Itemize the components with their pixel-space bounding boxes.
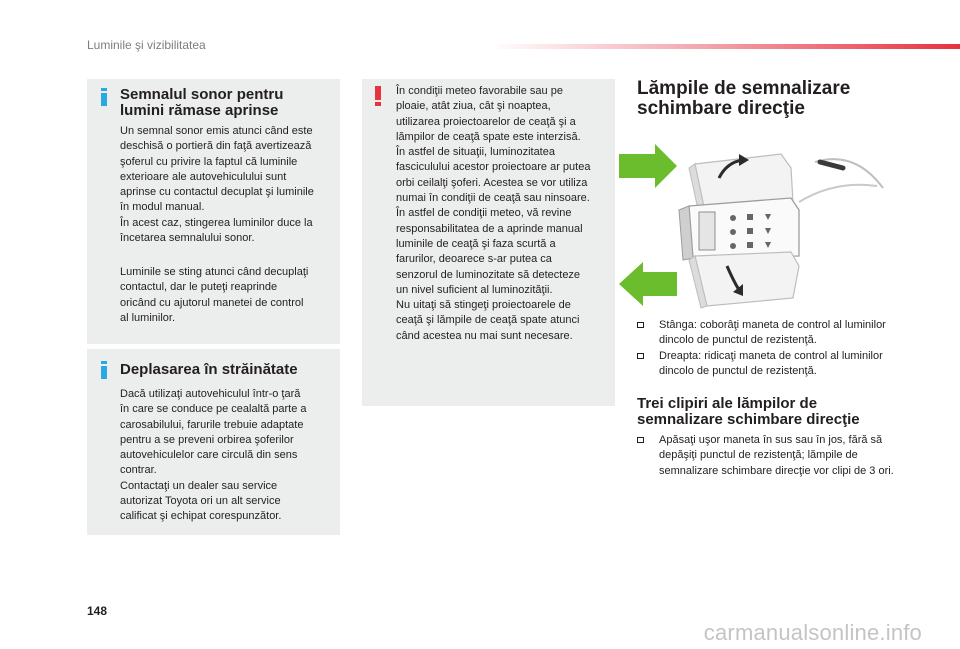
lighting-stalk-illustration [615,140,895,310]
box-paragraph-abroad: Dacă utilizaţi autovehiculul într-o ţară în care se conduce pe cealaltă parte a carosabilului, farurile trebuie adaptate pentru a se preveni orbirea şoferilor autovehiculelor care circulă din sens contrar. Contactaţi un dealer sau service autorizat Toyota ori un alt service calificat şi echipat corespunzător. [120,388,307,523]
box-title-lights-on: Semnalul sonor pentru lumini rămase aprinse [120,86,284,119]
bullet-text: Apăsaţi uşor maneta în sus sau în jos, fără să depăşiţi punctul de rezistenţă; lămpile de semnalizare schimbare direcţie vor clipi de 3 ori. [659,434,894,477]
info-icon [101,361,107,379]
watermark: carmanualsonline.info [703,620,922,645]
arrow-up-right-icon [619,144,677,188]
box-paragraph-lights-on: Un semnal sonor emis atunci când este deschisă o portieră din faţă avertizează şoferul cu privire la faptul că luminile exterioare ale autovehiculului sunt aprinse cu contactul decuplat şi luminile în modul manual. În acest caz, stingerea luminilor duce la încetarea semnalului sonor. [120,125,314,245]
section-title-indicators: Lămpile de semnalizare schimbare direcţie [637,78,851,119]
warning-icon [375,86,381,106]
box-paragraph-lights-off: Luminile se sting atunci când decuplaţi contactul, dar le puteţi reaprinde oricând cu ajutorul manetei de control al luminilor. [120,266,309,324]
header-accent-bar [490,44,960,49]
section-title-three-flashes: Trei clipiri ale lămpilor de semnalizare schimbare direcţie [637,395,860,428]
warning-paragraph: În condiţii meteo favorabile sau pe ploaie, atât ziua, cât şi noaptea, utilizarea proiectoarelor de ceaţă şi a lămpilor de ceaţă spate este interzisă. În astfel de situaţii, luminozitatea fasciculului acestor proiectoare ar putea orbi ceilalţi şoferi. Acestea se vor utiliza numai în condiţii de ceaţă sau ninsoare. În astfel de condiţii meteo, vă revine responsabilitatea de a aprinde manual luminile de ceaţă şi faza scurtă a farurilor, deoarece s-ar putea ca senzorul de luminozitate să detecteze un nivel suficient al luminozităţii. Nu uitaţi să stingeţi proiectoarele de ceaţă şi lămpile de ceaţă spate atunci când acestea nu mai sunt necesare. [396,85,591,342]
bullet-three-flashes [637,433,899,479]
bullet-right-indicator [637,349,899,380]
info-icon [101,88,107,106]
page-number: 148 [87,604,108,618]
bullet-text: Dreapta: ridicaţi maneta de control al luminilor dincolo de punctul de rezistenţă. [659,350,883,378]
header-title: Luminile şi vizibilitatea [87,38,206,52]
bullet-left-indicator [637,318,899,349]
arrow-down-left-icon [619,262,677,306]
bullet-text: Stânga: coborâţi maneta de control al luminilor dincolo de punctul de rezistenţă. [659,319,886,347]
box-title-abroad: Deplasarea în străinătate [120,361,298,378]
